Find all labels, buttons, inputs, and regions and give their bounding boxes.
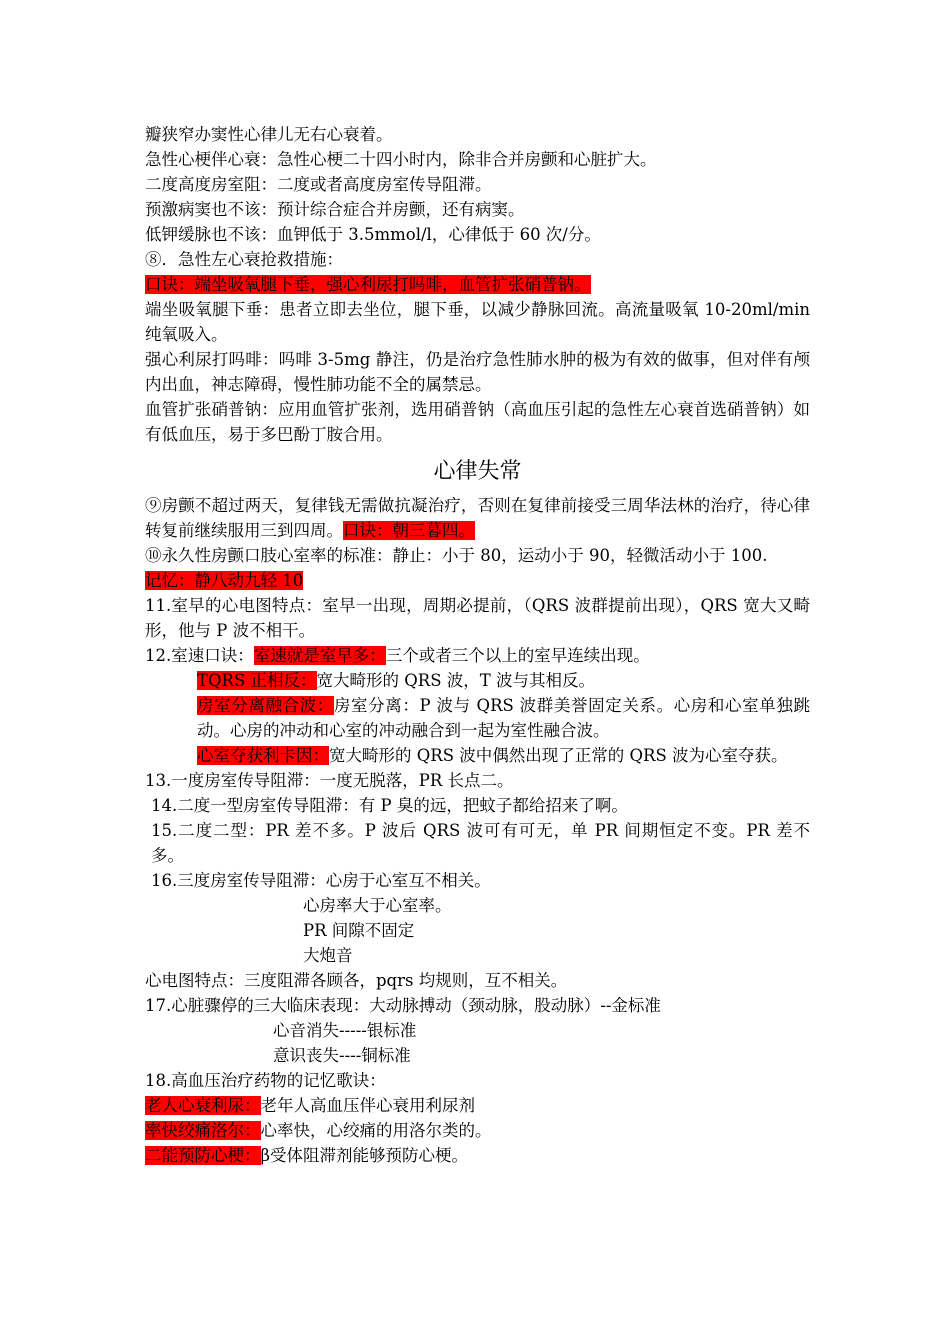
item-12-line-2 <box>145 668 810 693</box>
item-10: ⑩永久性房颤口肢心室率的标准：静止：小于 80，运动小于 90，轻微活动小于 100. <box>145 546 768 565</box>
item-16-sub-2: PR 间隙不固定 <box>303 921 415 940</box>
text-line: 二度高度房室阻：二度或者高度房室传导阻滞。 <box>145 175 492 194</box>
item-13: 13.一度房室传导阻滞：一度无脱落，PR 长点二。 <box>145 771 514 790</box>
item-12-line-4 <box>145 743 810 768</box>
item-18-text-2: 心率快，心绞痛的用洛尔类的。 <box>260 1121 492 1140</box>
item-16-sub-3: 大炮音 <box>303 946 353 965</box>
highlight-item-12-4: 心室夺获利卡因： <box>197 746 329 765</box>
highlight-item-12-1: 室速就是室早多： <box>253 646 386 665</box>
item-18-line-1 <box>145 1093 810 1118</box>
mnemonic-line <box>145 272 810 297</box>
section-heading-8: ⑧．急性左心衰抢救措施： <box>145 250 343 269</box>
item-12-text-1: 三个或者三个以上的室早连续出现。 <box>385 646 650 665</box>
item-14: 14.二度一型房室传导阻滞：有 P 臭的远，把蚊子都给招来了啊。 <box>151 796 628 815</box>
memory-line <box>145 568 810 593</box>
item-18: 18.高血压治疗药物的记忆歌诀： <box>145 1071 386 1090</box>
highlight-mnemonic: 口诀：端坐吸氧腿下垂，强心利尿打吗啡，血管扩张硝普钠。 <box>145 275 591 294</box>
item-9 <box>145 493 810 543</box>
paragraph-nitroprusside: 血管扩张硝普钠：应用血管扩张剂，选用硝普钠（高血压引起的急性左心衰首选硝普钠）如有低血压，易于多巴酚丁胺合用。 <box>145 400 810 444</box>
item-17: 17.心脏骤停的三大临床表现：大动脉搏动（颈动脉，股动脉）--金标准 <box>145 996 661 1015</box>
item-12-text-3: 房室分离：P 波与 QRS 波群美誉固定关系。心房和心室单独跳动。心房的冲动和心室的冲动融合到一起为室性融合波。 <box>197 696 810 740</box>
item-12-text-2: 宽大畸形的 QRS 波，T 波与其相反。 <box>316 671 596 690</box>
item-12-line-3 <box>145 693 810 743</box>
text-line: 预激病窦也不该：预计综合症合并房颤，还有病窦。 <box>145 200 525 219</box>
text-line: 急性心梗伴心衰：急性心梗二十四小时内，除非合并房颤和心脏扩大。 <box>145 150 657 169</box>
highlight-memory: 记忆：静八动九轻 10 <box>145 571 304 590</box>
item-17-sub-2: 意识丧失----铜标准 <box>273 1046 411 1065</box>
item-18-line-3 <box>145 1143 810 1168</box>
highlight-item-12-2: TQRS 正相反： <box>197 671 317 690</box>
item-16: 16.三度房室传导阻滞：心房于心室互不相关。 <box>151 871 491 890</box>
paragraph-sit-oxygen: 端坐吸氧腿下垂：患者立即去坐位，腿下垂，以减少静脉回流。高流量吸氧 10-20ml/min 纯氧吸入。 <box>145 300 810 344</box>
item-9-text: ⑨房颤不超过两天，复律钱无需做抗凝治疗，否则在复律前接受三周华法林的治疗，待心律转复前继续服用三到四周。 <box>145 496 810 540</box>
item-18-line-2 <box>145 1118 810 1143</box>
highlight-item-18-3: 二能预防心梗： <box>145 1146 261 1165</box>
highlight-item-12-3: 房室分离融合波： <box>197 696 334 715</box>
text-line: 瓣狭窄办窦性心律儿无右心衰着。 <box>145 125 393 144</box>
highlight-item-18-1: 老人心衰利尿： <box>145 1096 261 1115</box>
item-15: 15.二度二型：PR 差不多。P 波后 QRS 波可有可无，单 PR 间期恒定不变。PR 差不多。 <box>151 821 810 865</box>
item-18-text-3: β受体阻滞剂能够预防心梗。 <box>260 1146 469 1165</box>
text-line: 低钾缓脉也不该：血钾低于 3.5mmol/l，心律低于 60 次/分。 <box>145 225 601 244</box>
item-12-prefix: 12.室速口诀： <box>145 646 254 665</box>
item-12-text-4: 宽大畸形的 QRS 波中偶然出现了正常的 QRS 波为心室夺获。 <box>329 746 788 765</box>
item-17-sub-1: 心音消失-----银标准 <box>273 1021 417 1040</box>
highlight-item-18-2: 率快绞痛洛尔： <box>145 1121 261 1140</box>
highlight-item-9: 口诀：朝三暮四。 <box>343 521 475 540</box>
page-title: 心律失常 <box>433 459 522 484</box>
item-11: 11.室早的心电图特点：室早一出现，周期必提前，（QRS 波群提前出现），QRS 宽大又畸形，他与 P 波不相干。 <box>145 596 810 640</box>
item-16-sub-1: 心房率大于心室率。 <box>303 896 452 915</box>
paragraph-morphine: 强心利尿打吗啡：吗啡 3-5mg 静注，仍是治疗急性肺水肿的极为有效的做事，但对伴有颅内出血，神志障碍，慢性肺功能不全的属禁忌。 <box>145 350 810 394</box>
item-18-text-1: 老年人高血压伴心衰用利尿剂 <box>260 1096 475 1115</box>
document-body <box>145 122 810 1168</box>
item-12-line-1 <box>145 643 810 668</box>
ecg-features: 心电图特点：三度阻滞各顾各，pqrs 均规则，互不相关。 <box>145 971 568 990</box>
